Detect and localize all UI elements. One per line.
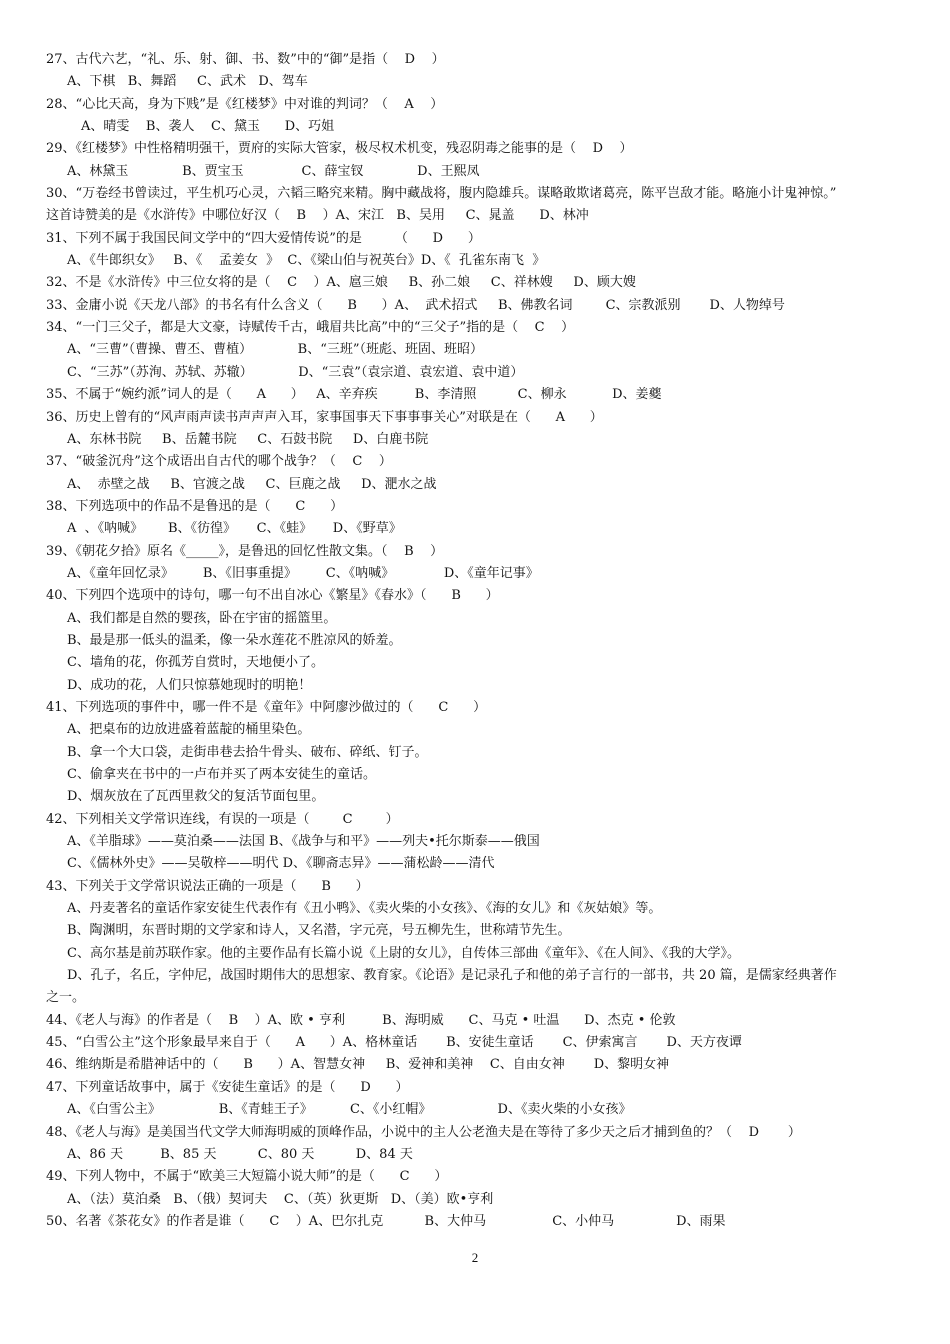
option-line: A、《羊脂球》——莫泊桑——法国 B、《战争与和平》——列夫•托尔斯泰——俄国 (67, 834, 540, 850)
option-line: A、《白雪公主》 B、《青蛙王子》 C、《小红帽》 D、《卖火柴的小女孩》 (67, 1102, 632, 1118)
option-line: A、《童年回忆录》 B、《旧事重提》 C、《呐喊》 D、《童年记事》 (67, 565, 539, 581)
option-line: A、《牛郎织女》 B、《 孟姜女 》 C、《梁山伯与祝英台》D、《 孔雀东南飞 》 (67, 253, 546, 269)
option-line: A、把桌布的边放进盛着蓝靛的桶里染色。 (67, 722, 311, 738)
page-number: 2 (471, 1250, 479, 1265)
question-line: 35、不属于“婉约派”词人的是（ A ） A、辛弃疾 B、李清照 C、柳永 D、姜夔 (46, 387, 662, 403)
option-line: A、 赤壁之战 B、官渡之战 C、巨鹿之战 D、淝水之战 (67, 476, 437, 492)
option-line: A、林黛玉 B、贾宝玉 C、薛宝钗 D、王熙凤 (67, 163, 480, 179)
question-line: 29、《红楼梦》中性格精明强干，贾府的实际大管家，极尽权术机变，残忍阴毒之能事的是（ D ） (46, 141, 633, 157)
option-line: D、烟灰放在了瓦西里救父的复活节面包里。 (67, 789, 325, 805)
question-line: 32、不是《水浒传》中三位女将的是（ C ）A、扈三娘 B、孙二娘 C、祥林嫂 D、顾大嫂 (46, 275, 636, 291)
option-line: A、丹麦著名的童话作家安徒生代表作有《丑小鸭》、《卖火柴的小女孩》、《海的女儿》和《灰姑娘》等。 (67, 901, 662, 917)
option-line: A、“三曹”（曹操、曹丕、曹植） B、“三班”（班彪、班固、班昭） (67, 342, 483, 358)
option-line: B、最是那一低头的温柔，像一朵水莲花不胜凉风的娇羞。 (67, 632, 402, 648)
option-line: C、“三苏”（苏洵、苏轼、苏辙） D、“三袁”（袁宗道、袁宏道、袁中道） (67, 364, 524, 380)
question-line: 37、“破釜沉舟”这个成语出自古代的哪个战争？（ C ） (46, 454, 392, 470)
question-line: 30、“万卷经书曾读过，平生机巧心灵，六韬三略究来精。胸中藏战将，腹内隐雄兵。谋略敢欺诸葛亮，陈平岂敌才能。略施小计鬼神惊。” (46, 186, 837, 202)
option-line: C、偷拿夹在书中的一卢布并买了两本安徒生的童话。 (67, 767, 376, 782)
option-line: A 、《呐喊》 B、《彷徨》 C、《蛙》 D、《野草》 (67, 521, 402, 537)
question-line: 47、下列童话故事中，属于《安徒生童话》的是（ D ） (46, 1079, 409, 1095)
question-line: 34、“一门三父子，都是大文豪，诗赋传千古，峨眉共比高”中的“三父子”指的是（ C ） (46, 320, 575, 336)
question-line: 33、金庸小说《天龙八部》的书名有什么含义（ B ）A、 武术招式 B、佛教名词 C、宗教派别 D、人物绰号 (46, 297, 785, 313)
question-line: 48、《老人与海》是美国当代文学大师海明威的顶峰作品，小说中的主人公老渔夫是在等待了多少天之后才捕到鱼的？（ D ） (46, 1124, 801, 1140)
question-line: 43、下列关于文学常识说法正确的一项是（ B ） (46, 878, 369, 894)
question-line: 40、下列四个选项中的诗句，哪一句不出自冰心《繁星》《春水》（ B ） (46, 588, 499, 604)
question-line: 39、《朝花夕拾》原名《_____》，是鲁迅的回忆性散文集。（ B ） (46, 543, 444, 559)
question-line: 44、《老人与海》的作者是（ B ）A、欧 • 亨利 B、海明威 C、马克 • 吐温 D、杰克 • 伦敦 (46, 1012, 676, 1028)
question-line: 27、古代六艺，“礼、乐、射、御、书、数”中的“御”是指（ D ） (46, 52, 445, 67)
option-line: A、下棋 B、舞蹈 C、武术 D、驾车 (67, 74, 308, 90)
option-line: A、晴雯 B、袭人 C、黛玉 D、巧姐 (81, 119, 335, 135)
question-line: 31、下列不属于我国民间文学中的“四大爱情传说”的是 （ D ） (46, 230, 481, 246)
option-line: B、陶渊明，东晋时期的文学家和诗人，又名潜，字元亮，号五柳先生，世称靖节先生。 (67, 923, 571, 939)
option-line: D、孔子，名丘，字仲尼，战国时期伟大的思想家、教育家。《论语》是记录孔子和他的弟子言行的一部书，共 20 篇，是儒家经典著作 (67, 968, 837, 984)
question-line: 42、下列相关文学常识连线，有误的一项是（ C ） (46, 811, 399, 827)
option-line: A、东林书院 B、岳麓书院 C、石鼓书院 D、白鹿书院 (67, 431, 429, 447)
option-line: C、墙角的花，你孤芳自赏时，天地便小了。 (67, 655, 324, 671)
option-line: A、我们都是自然的婴孩，卧在宇宙的摇篮里。 (67, 610, 337, 626)
option-line: C、高尔基是前苏联作家。他的主要作品有长篇小说《上尉的女儿》，自传体三部曲《童年》、《在人间》、《我的大学》。 (67, 945, 740, 961)
document-body (46, 49, 916, 1233)
question-line: 46、维纳斯是希腊神话中的（ B ）A、智慧女神 B、爱神和美神 C、自由女神 D、黎明女神 (46, 1057, 670, 1073)
question-line: 这首诗赞美的是《水浒传》中哪位好汉（ B ）A、宋江 B、吴用 C、晁盖 D、林冲 (46, 208, 589, 224)
question-line: 28、“心比天高，身为下贱”是《红楼梦》中对谁的判词？（ A ） (46, 96, 444, 112)
question-line: 41、下列选项的事件中，哪一件不是《童年》中阿廖沙做过的（ C ） (46, 699, 487, 715)
option-line: A、86 天 B、85 天 C、80 天 D、84 天 (67, 1146, 413, 1162)
option-line: D、成功的花，人们只惊慕她现时的明艳！ (67, 677, 312, 693)
option-line: A、（法）莫泊桑 B、（俄）契诃夫 C、（英）狄更斯 D、（美）欧•亨利 (67, 1191, 494, 1207)
question-line: 36、历史上曾有的“风声雨声读书声声声入耳，家事国事天下事事事关心”对联是在（ A ） (46, 409, 603, 425)
question-line: 之一。 (46, 990, 86, 1006)
question-line: 50、名著《茶花女》的作者是谁（ C ）A、巴尔扎克 B、大仲马 C、小仲马 D、雨果 (46, 1213, 726, 1229)
question-line: 49、下列人物中，不属于“欧美三大短篇小说大师”的是（ C ） (46, 1169, 448, 1185)
option-line: C、《儒林外史》——吴敬梓——明代 D、《聊斋志异》——蒲松龄——清代 (67, 856, 495, 872)
question-line: 45、“白雪公主”这个形象最早来自于（ A ）A、格林童话 B、安徒生童话 C、伊索寓言 D、天方夜谭 (46, 1035, 742, 1051)
question-line: 38、下列选项中的作品不是鲁迅的是（ C ） (46, 498, 344, 514)
option-line: B、拿一个大口袋，走街串巷去拾牛骨头、破布、碎纸、钉子。 (67, 744, 428, 760)
